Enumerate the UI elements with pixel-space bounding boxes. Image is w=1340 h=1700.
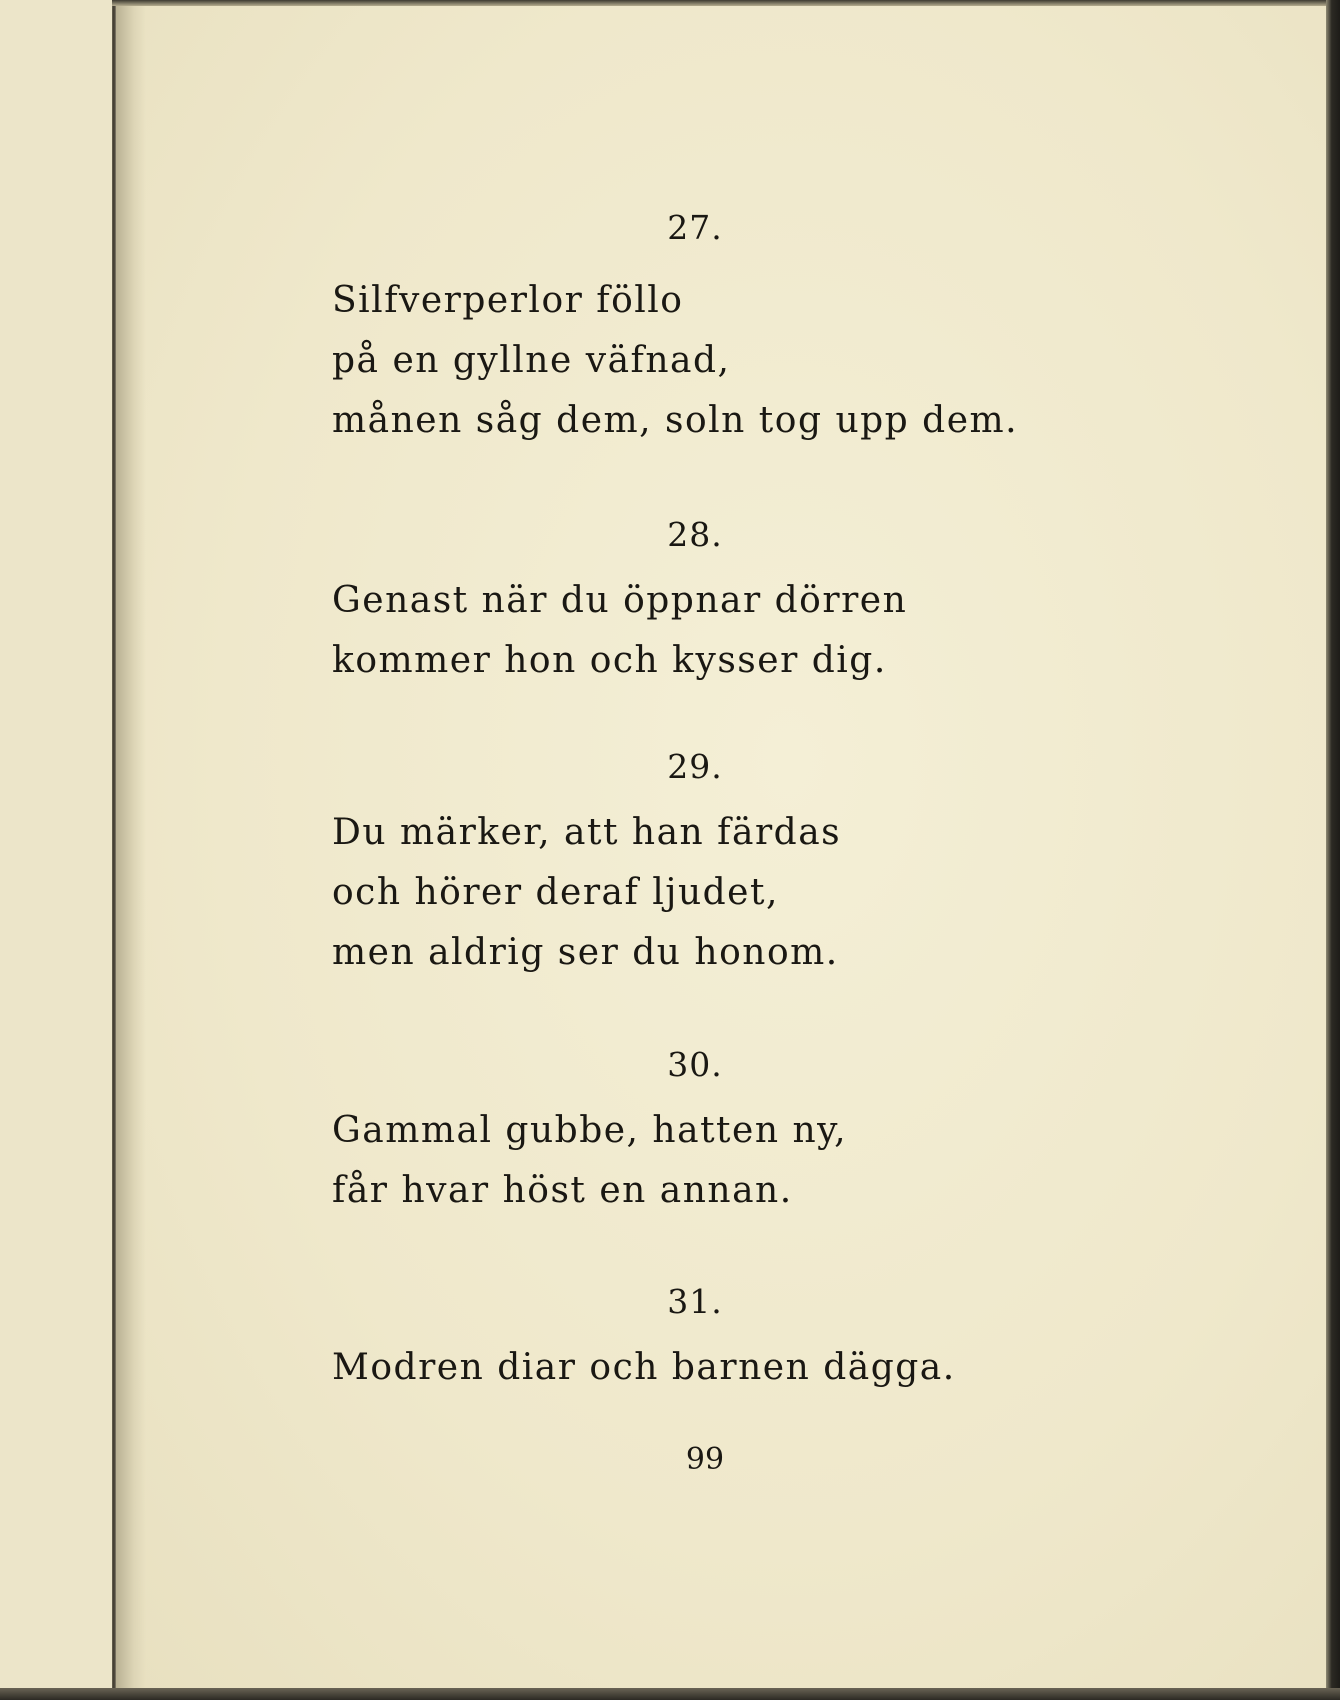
riddle-line: men aldrig ser du honom. [332, 932, 839, 973]
riddle-number: 27. [667, 208, 723, 247]
riddle-number: 28. [667, 515, 723, 554]
riddle-line: får hvar höst en annan. [332, 1170, 793, 1211]
page-number: 99 [685, 1442, 725, 1477]
riddle-line: och hörer deraf ljudet, [332, 872, 779, 913]
riddle-line: månen såg dem, soln tog upp dem. [332, 400, 1019, 441]
riddle-number: 30. [667, 1045, 723, 1084]
riddle-number: 29. [667, 747, 723, 786]
riddle-line: Modren diar och barnen dägga. [332, 1347, 956, 1388]
riddle-line: Genast när du öppnar dörren [332, 580, 908, 621]
riddle-line: Gammal gubbe, hatten ny, [332, 1110, 848, 1151]
riddle-line: på en gyllne väfnad, [332, 340, 731, 381]
riddle-line: kommer hon och kysser dig. [332, 640, 887, 681]
riddle-line: Du märker, att han färdas [332, 812, 842, 853]
riddle-number: 31. [667, 1282, 723, 1321]
riddle-line: Silfverperlor föllo [332, 280, 684, 321]
